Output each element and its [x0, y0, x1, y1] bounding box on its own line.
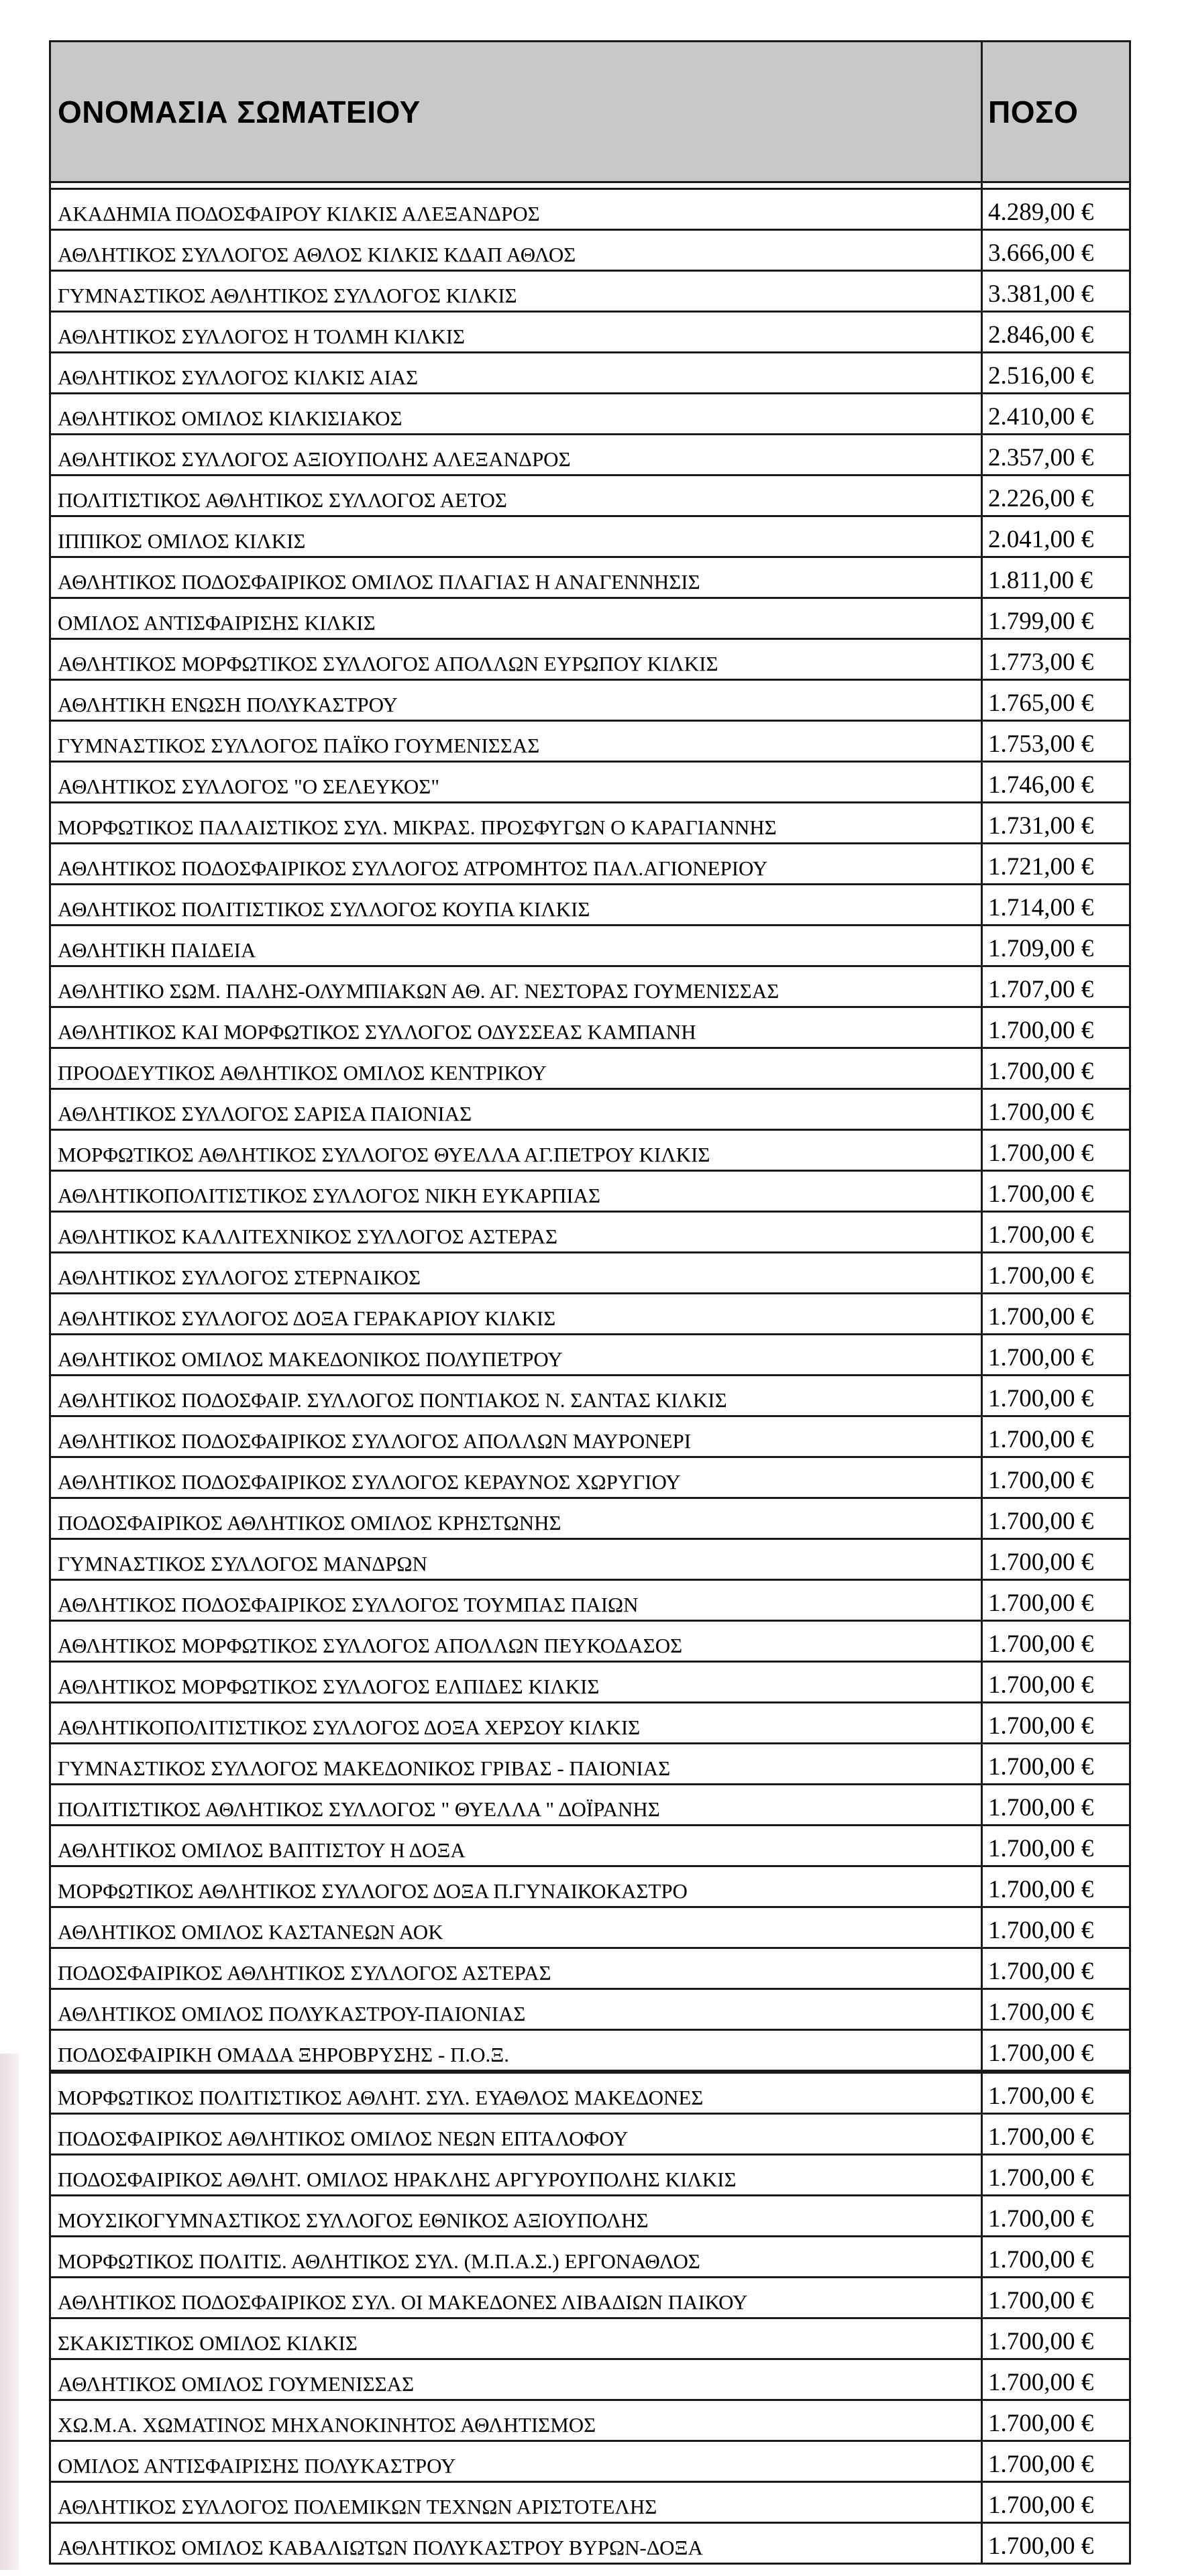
association-name-cell: ΓΥΜΝΑΣΤΙΚΟΣ ΣΥΛΛΟΓΟΣ ΜΑΝΔΡΩΝ — [50, 1539, 982, 1580]
association-name-cell: ΑΘΛΗΤΙΚΟΣ ΟΜΙΛΟΣ ΠΟΛΥΚΑΣΤΡΟΥ-ΠΑΙΟΝΙΑΣ — [50, 1989, 982, 2030]
amount-cell: 2.226,00 € — [982, 475, 1130, 516]
table-row — [50, 1907, 1130, 1948]
association-name-cell: ΑΘΛΗΤΙΚΟΣ ΣΥΛΛΟΓΟΣ ΣΤΕΡΝΑΙΚΟΣ — [50, 1253, 982, 1294]
association-name-cell: ΠΟΔΟΣΦΑΙΡΙΚΟΣ ΑΘΛΗΤΙΚΟΣ ΟΜΙΛΟΣ ΚΡΗΣΤΩΝΗΣ — [50, 1498, 982, 1539]
header-amount: ΠΟΣΟ — [982, 42, 1130, 182]
amount-cell: 1.700,00 € — [982, 1539, 1130, 1580]
association-name-cell: ΑΘΛΗΤΙΚΟΣ ΣΥΛΛΟΓΟΣ "Ο ΣΕΛΕΥΚΟΣ" — [50, 762, 982, 803]
table-row — [50, 2196, 1130, 2237]
table-row — [50, 1130, 1130, 1171]
table-body — [50, 182, 1130, 2564]
table-row — [50, 394, 1130, 435]
table-row — [50, 1744, 1130, 1785]
associations-amounts-table — [49, 40, 1131, 2565]
amount-cell: 1.700,00 € — [982, 2359, 1130, 2400]
amount-cell: 1.700,00 € — [982, 2523, 1130, 2564]
association-name-cell: ΑΘΛΗΤΙΚΟΣ ΣΥΛΛΟΓΟΣ ΑΞΙΟΥΠΟΛΗΣ ΑΛΕΞΑΝΔΡΟΣ — [50, 435, 982, 475]
table-row — [50, 2482, 1130, 2523]
association-name-cell: ΟΜΙΛΟΣ ΑΝΤΙΣΦΑΙΡΙΣΗΣ ΠΟΛΥΚΑΣΤΡΟΥ — [50, 2441, 982, 2482]
association-name-cell: ΑΘΛΗΤΙΚΟΣ ΣΥΛΛΟΓΟΣ ΔΟΞΑ ΓΕΡΑΚΑΡΙΟΥ ΚΙΛΚΙΣ — [50, 1294, 982, 1335]
table-row — [50, 1253, 1130, 1294]
association-name-cell: ΑΘΛΗΤΙΚΟΣ ΟΜΙΛΟΣ ΜΑΚΕΔΟΝΙΚΟΣ ΠΟΛΥΠΕΤΡΟΥ — [50, 1335, 982, 1376]
table-row — [50, 966, 1130, 1007]
amount-cell: 1.811,00 € — [982, 557, 1130, 598]
table-row — [50, 1662, 1130, 1703]
amount-cell: 1.700,00 € — [982, 1212, 1130, 1253]
header-spacer-row — [50, 182, 1130, 189]
table-header-row — [50, 42, 1130, 182]
amount-cell: 1.700,00 € — [982, 1253, 1130, 1294]
amount-cell: 1.700,00 € — [982, 1662, 1130, 1703]
table-row — [50, 1621, 1130, 1662]
table-row — [50, 312, 1130, 353]
amount-cell: 1.700,00 € — [982, 1294, 1130, 1335]
table-row — [50, 1294, 1130, 1335]
association-name-cell: ΜΟΡΦΩΤΙΚΟΣ ΑΘΛΗΤΙΚΟΣ ΣΥΛΛΟΓΟΣ ΘΥΕΛΛΑ ΑΓ.ΠΕΤΡΟΥ ΚΙΛΚΙΣ — [50, 1130, 982, 1171]
amount-cell: 2.410,00 € — [982, 394, 1130, 435]
amount-cell: 3.381,00 € — [982, 271, 1130, 312]
table-row — [50, 1457, 1130, 1498]
association-name-cell: ΑΘΛΗΤΙΚΟΣ ΠΟΔΟΣΦΑΙΡΙΚΟΣ ΣΥΛ. ΟΙ ΜΑΚΕΔΟΝΕΣ ΛΙΒΑΔΙΩΝ ΠΑΙΚΟΥ — [50, 2278, 982, 2318]
amount-cell: 1.700,00 € — [982, 1130, 1130, 1171]
table-row — [50, 639, 1130, 680]
association-name-cell: ΑΘΛΗΤΙΚΟΣ ΟΜΙΛΟΣ ΒΑΠΤΙΣΤΟΥ Η ΔΟΞΑ — [50, 1826, 982, 1866]
association-name-cell: ΓΥΜΝΑΣΤΙΚΟΣ ΣΥΛΛΟΓΟΣ ΜΑΚΕΔΟΝΙΚΟΣ ΓΡΙΒΑΣ - ΠΑΙΟΝΙΑΣ — [50, 1744, 982, 1785]
table-row — [50, 1703, 1130, 1744]
association-name-cell: ΣΚΑΚΙΣΤΙΚΟΣ ΟΜΙΛΟΣ ΚΙΛΚΙΣ — [50, 2318, 982, 2359]
table-row — [50, 1048, 1130, 1089]
table-row — [50, 2030, 1130, 2072]
association-name-cell: ΑΚΑΔΗΜΙΑ ΠΟΔΟΣΦΑΙΡΟΥ ΚΙΛΚΙΣ ΑΛΕΞΑΝΔΡΟΣ — [50, 189, 982, 230]
table-row — [50, 271, 1130, 312]
amount-cell: 1.707,00 € — [982, 966, 1130, 1007]
amount-cell: 1.731,00 € — [982, 803, 1130, 844]
association-name-cell: ΓΥΜΝΑΣΤΙΚΟΣ ΑΘΛΗΤΙΚΟΣ ΣΥΛΛΟΓΟΣ ΚΙΛΚΙΣ — [50, 271, 982, 312]
association-name-cell: ΧΩ.Μ.Α. ΧΩΜΑΤΙΝΟΣ ΜΗΧΑΝΟΚΙΝΗΤΟΣ ΑΘΛΗΤΙΣΜΟΣ — [50, 2400, 982, 2441]
table-row — [50, 2155, 1130, 2196]
table-row — [50, 2400, 1130, 2441]
table-row — [50, 353, 1130, 394]
amount-cell: 1.700,00 € — [982, 2072, 1130, 2114]
amount-cell: 1.700,00 € — [982, 1580, 1130, 1621]
table-row — [50, 598, 1130, 639]
association-name-cell: ΑΘΛΗΤΙΚΟΣ ΜΟΡΦΩΤΙΚΟΣ ΣΥΛΛΟΓΟΣ ΕΛΠΙΔΕΣ ΚΙΛΚΙΣ — [50, 1662, 982, 1703]
table-row — [50, 1335, 1130, 1376]
amount-cell: 1.700,00 € — [982, 1171, 1130, 1212]
table-row — [50, 1580, 1130, 1621]
table-row — [50, 1866, 1130, 1907]
table-row — [50, 2237, 1130, 2278]
table-row — [50, 680, 1130, 721]
table-row — [50, 557, 1130, 598]
association-name-cell: ΑΘΛΗΤΙΚΟΣ ΠΟΔΟΣΦΑΙΡΙΚΟΣ ΣΥΛΛΟΓΟΣ ΤΟΥΜΠΑΣ ΠΑΙΩΝ — [50, 1580, 982, 1621]
table-row — [50, 2359, 1130, 2400]
amount-cell: 1.700,00 € — [982, 2482, 1130, 2523]
amount-cell: 1.700,00 € — [982, 2400, 1130, 2441]
table-row — [50, 1826, 1130, 1866]
association-name-cell: ΠΟΛΙΤΙΣΤΙΚΟΣ ΑΘΛΗΤΙΚΟΣ ΣΥΛΛΟΓΟΣ ΑΕΤΟΣ — [50, 475, 982, 516]
association-name-cell: ΑΘΛΗΤΙΚΟΣ ΜΟΡΦΩΤΙΚΟΣ ΣΥΛΛΟΓΟΣ ΑΠΟΛΛΩΝ ΕΥΡΩΠΟΥ ΚΙΛΚΙΣ — [50, 639, 982, 680]
table-row — [50, 475, 1130, 516]
header-association-name: ΟΝΟΜΑΣΙΑ ΣΩΜΑΤΕΙΟΥ — [50, 42, 982, 182]
table-row — [50, 803, 1130, 844]
amount-cell: 1.700,00 € — [982, 1089, 1130, 1130]
table-row — [50, 762, 1130, 803]
association-name-cell: ΜΟΡΦΩΤΙΚΟΣ ΠΟΛΙΤΙΣ. ΑΘΛΗΤΙΚΟΣ ΣΥΛ. (Μ.Π.Α.Σ.) ΕΡΓΟΝΑΘΛΟΣ — [50, 2237, 982, 2278]
association-name-cell: ΑΘΛΗΤΙΚΟΣ ΣΥΛΛΟΓΟΣ ΑΘΛΟΣ ΚΙΛΚΙΣ ΚΔΑΠ ΑΘΛΟΣ — [50, 230, 982, 271]
amount-cell: 1.700,00 € — [982, 1989, 1130, 2030]
amount-cell: 1.700,00 € — [982, 2196, 1130, 2237]
table-row — [50, 721, 1130, 762]
amount-cell: 1.700,00 € — [982, 2318, 1130, 2359]
association-name-cell: ΑΘΛΗΤΙΚΟΠΟΛΙΤΙΣΤΙΚΟΣ ΣΥΛΛΟΓΟΣ ΔΟΞΑ ΧΕΡΣΟΥ ΚΙΛΚΙΣ — [50, 1703, 982, 1744]
association-name-cell: ΑΘΛΗΤΙΚΟΣ ΟΜΙΛΟΣ ΚΑΒΑΛΙΩΤΩΝ ΠΟΛΥΚΑΣΤΡΟΥ ΒΥΡΩΝ-ΔΟΞΑ — [50, 2523, 982, 2564]
table-row — [50, 844, 1130, 885]
table-row — [50, 230, 1130, 271]
amount-cell: 1.765,00 € — [982, 680, 1130, 721]
association-name-cell: ΑΘΛΗΤΙΚΟΣ ΜΟΡΦΩΤΙΚΟΣ ΣΥΛΛΟΓΟΣ ΑΠΟΛΛΩΝ ΠΕΥΚΟΔΑΣΟΣ — [50, 1621, 982, 1662]
association-name-cell: ΠΟΔΟΣΦΑΙΡΙΚΗ ΟΜΑΔΑ ΞΗΡΟΒΡΥΣΗΣ - Π.Ο.Ξ. — [50, 2030, 982, 2072]
amount-cell: 4.289,00 € — [982, 189, 1130, 230]
amount-cell: 1.700,00 € — [982, 2278, 1130, 2318]
amount-cell: 1.753,00 € — [982, 721, 1130, 762]
association-name-cell: ΠΟΔΟΣΦΑΙΡΙΚΟΣ ΑΘΛΗΤΙΚΟΣ ΟΜΙΛΟΣ ΝΕΩΝ ΕΠΤΑΛΟΦΟΥ — [50, 2114, 982, 2155]
amount-cell: 1.700,00 € — [982, 1335, 1130, 1376]
amount-cell: 1.721,00 € — [982, 844, 1130, 885]
table-row — [50, 1171, 1130, 1212]
amount-cell: 1.700,00 € — [982, 1948, 1130, 1989]
association-name-cell: ΑΘΛΗΤΙΚΟΣ ΚΑΛΛΙΤΕΧΝΙΚΟΣ ΣΥΛΛΟΓΟΣ ΑΣΤΕΡΑΣ — [50, 1212, 982, 1253]
association-name-cell: ΑΘΛΗΤΙΚΟΣ ΣΥΛΛΟΓΟΣ ΠΟΛΕΜΙΚΩΝ ΤΕΧΝΩΝ ΑΡΙΣΤΟΤΕΛΗΣ — [50, 2482, 982, 2523]
table-row — [50, 2278, 1130, 2318]
amount-cell: 3.666,00 € — [982, 230, 1130, 271]
association-name-cell: ΑΘΛΗΤΙΚΟΣ ΠΟΔΟΣΦΑΙΡ. ΣΥΛΛΟΓΟΣ ΠΟΝΤΙΑΚΟΣ Ν. ΣΑΝΤΑΣ ΚΙΛΚΙΣ — [50, 1376, 982, 1416]
table-row — [50, 435, 1130, 475]
association-name-cell: ΑΘΛΗΤΙΚΟΣ ΠΟΛΙΤΙΣΤΙΚΟΣ ΣΥΛΛΟΓΟΣ ΚΟΥΠΑ ΚΙΛΚΙΣ — [50, 885, 982, 926]
table-row — [50, 926, 1130, 966]
spacer-cell-name — [50, 182, 982, 189]
amount-cell: 1.714,00 € — [982, 885, 1130, 926]
amount-cell: 2.846,00 € — [982, 312, 1130, 353]
association-name-cell: ΑΘΛΗΤΙΚΟ ΣΩΜ. ΠΑΛΗΣ-ΟΛΥΜΠΙΑΚΩΝ ΑΘ. ΑΓ. ΝΕΣΤΟΡΑΣ ΓΟΥΜΕΝΙΣΣΑΣ — [50, 966, 982, 1007]
association-name-cell: ΠΟΔΟΣΦΑΙΡΙΚΟΣ ΑΘΛΗΤΙΚΟΣ ΣΥΛΛΟΓΟΣ ΑΣΤΕΡΑΣ — [50, 1948, 982, 1989]
association-name-cell: ΙΠΠΙΚΟΣ ΟΜΙΛΟΣ ΚΙΛΚΙΣ — [50, 516, 982, 557]
table-row — [50, 1376, 1130, 1416]
amount-cell: 2.041,00 € — [982, 516, 1130, 557]
association-name-cell: ΑΘΛΗΤΙΚΟΣ ΠΟΔΟΣΦΑΙΡΙΚΟΣ ΣΥΛΛΟΓΟΣ ΑΠΟΛΛΩΝ ΜΑΥΡΟΝΕΡΙ — [50, 1416, 982, 1457]
association-name-cell: ΑΘΛΗΤΙΚΗ ΕΝΩΣΗ ΠΟΛΥΚΑΣΤΡΟΥ — [50, 680, 982, 721]
amount-cell: 1.709,00 € — [982, 926, 1130, 966]
table-row — [50, 2072, 1130, 2114]
association-name-cell: ΜΟΥΣΙΚΟΓΥΜΝΑΣΤΙΚΟΣ ΣΥΛΛΟΓΟΣ ΕΘΝΙΚΟΣ ΑΞΙΟΥΠΟΛΗΣ — [50, 2196, 982, 2237]
amount-cell: 1.700,00 € — [982, 1007, 1130, 1048]
amount-cell: 1.700,00 € — [982, 2114, 1130, 2155]
amount-cell: 1.773,00 € — [982, 639, 1130, 680]
table-row — [50, 1539, 1130, 1580]
amount-cell: 1.700,00 € — [982, 1621, 1130, 1662]
table-row — [50, 1089, 1130, 1130]
association-name-cell: ΑΘΛΗΤΙΚΟΣ ΠΟΔΟΣΦΑΙΡΙΚΟΣ ΣΥΛΛΟΓΟΣ ΚΕΡΑΥΝΟΣ ΧΩΡΥΓΙΟΥ — [50, 1457, 982, 1498]
association-name-cell: ΑΘΛΗΤΙΚΟΣ ΟΜΙΛΟΣ ΚΙΛΚΙΣΙΑΚΟΣ — [50, 394, 982, 435]
amount-cell: 1.700,00 € — [982, 1416, 1130, 1457]
association-name-cell: ΜΟΡΦΩΤΙΚΟΣ ΠΟΛΙΤΙΣΤΙΚΟΣ ΑΘΛΗΤ. ΣΥΛ. ΕΥΑΘΛΟΣ ΜΑΚΕΔΟΝΕΣ — [50, 2072, 982, 2114]
association-name-cell: ΑΘΛΗΤΙΚΟΣ ΚΑΙ ΜΟΡΦΩΤΙΚΟΣ ΣΥΛΛΟΓΟΣ ΟΔΥΣΣΕΑΣ ΚΑΜΠΑΝΗ — [50, 1007, 982, 1048]
table-row — [50, 516, 1130, 557]
association-name-cell: ΑΘΛΗΤΙΚΟΣ ΣΥΛΛΟΓΟΣ ΣΑΡΙΣΑ ΠΑΙΟΝΙΑΣ — [50, 1089, 982, 1130]
association-name-cell: ΠΡΟΟΔΕΥΤΙΚΟΣ ΑΘΛΗΤΙΚΟΣ ΟΜΙΛΟΣ ΚΕΝΤΡΙΚΟΥ — [50, 1048, 982, 1089]
association-name-cell: ΑΘΛΗΤΙΚΟΣ ΠΟΔΟΣΦΑΙΡΙΚΟΣ ΣΥΛΛΟΓΟΣ ΑΤΡΟΜΗΤΟΣ ΠΑΛ.ΑΓΙΟΝΕΡΙΟΥ — [50, 844, 982, 885]
association-name-cell: ΑΘΛΗΤΙΚΗ ΠΑΙΔΕΙΑ — [50, 926, 982, 966]
amount-cell: 1.700,00 € — [982, 1744, 1130, 1785]
association-name-cell: ΠΟΛΙΤΙΣΤΙΚΟΣ ΑΘΛΗΤΙΚΟΣ ΣΥΛΛΟΓΟΣ " ΘΥΕΛΛΑ " ΔΟΪΡΑΝΗΣ — [50, 1785, 982, 1826]
association-name-cell: ΟΜΙΛΟΣ ΑΝΤΙΣΦΑΙΡΙΣΗΣ ΚΙΛΚΙΣ — [50, 598, 982, 639]
association-name-cell: ΑΘΛΗΤΙΚΟΣ ΣΥΛΛΟΓΟΣ ΚΙΛΚΙΣ ΑΙΑΣ — [50, 353, 982, 394]
spacer-cell-amount — [982, 182, 1130, 189]
table-row — [50, 2318, 1130, 2359]
amount-cell: 1.700,00 € — [982, 2030, 1130, 2072]
table-row — [50, 885, 1130, 926]
amount-cell: 1.799,00 € — [982, 598, 1130, 639]
association-name-cell: ΜΟΡΦΩΤΙΚΟΣ ΠΑΛΑΙΣΤΙΚΟΣ ΣΥΛ. ΜΙΚΡΑΣ. ΠΡΟΣΦΥΓΩΝ Ο ΚΑΡΑΓΙΑΝΝΗΣ — [50, 803, 982, 844]
amount-cell: 1.700,00 € — [982, 2441, 1130, 2482]
association-name-cell: ΠΟΔΟΣΦΑΙΡΙΚΟΣ ΑΘΛΗΤ. ΟΜΙΛΟΣ ΗΡΑΚΛΗΣ ΑΡΓΥΡΟΥΠΟΛΗΣ ΚΙΛΚΙΣ — [50, 2155, 982, 2196]
association-name-cell: ΑΘΛΗΤΙΚΟΠΟΛΙΤΙΣΤΙΚΟΣ ΣΥΛΛΟΓΟΣ ΝΙΚΗ ΕΥΚΑΡΠΙΑΣ — [50, 1171, 982, 1212]
table-row — [50, 1416, 1130, 1457]
amount-cell: 1.700,00 € — [982, 1048, 1130, 1089]
table-row — [50, 1212, 1130, 1253]
amount-cell: 2.357,00 € — [982, 435, 1130, 475]
table-row — [50, 1785, 1130, 1826]
association-name-cell: ΑΘΛΗΤΙΚΟΣ ΟΜΙΛΟΣ ΓΟΥΜΕΝΙΣΣΑΣ — [50, 2359, 982, 2400]
amount-cell: 1.700,00 € — [982, 1907, 1130, 1948]
amount-cell: 1.700,00 € — [982, 1785, 1130, 1826]
amount-cell: 1.700,00 € — [982, 2155, 1130, 2196]
table-row — [50, 1948, 1130, 1989]
amount-cell: 1.700,00 € — [982, 1457, 1130, 1498]
association-name-cell: ΜΟΡΦΩΤΙΚΟΣ ΑΘΛΗΤΙΚΟΣ ΣΥΛΛΟΓΟΣ ΔΟΞΑ Π.ΓΥΝΑΙΚΟΚΑΣΤΡΟ — [50, 1866, 982, 1907]
association-name-cell: ΓΥΜΝΑΣΤΙΚΟΣ ΣΥΛΛΟΓΟΣ ΠΑΪΚΟ ΓΟΥΜΕΝΙΣΣΑΣ — [50, 721, 982, 762]
amount-cell: 2.516,00 € — [982, 353, 1130, 394]
amount-cell: 1.700,00 € — [982, 1826, 1130, 1866]
table-row — [50, 189, 1130, 230]
association-name-cell: ΑΘΛΗΤΙΚΟΣ ΣΥΛΛΟΓΟΣ Η ΤΟΛΜΗ ΚΙΛΚΙΣ — [50, 312, 982, 353]
table-row — [50, 1007, 1130, 1048]
page-edge-shading — [0, 2054, 19, 2570]
table-row — [50, 1498, 1130, 1539]
amount-cell: 1.746,00 € — [982, 762, 1130, 803]
association-name-cell: ΑΘΛΗΤΙΚΟΣ ΟΜΙΛΟΣ ΚΑΣΤΑΝΕΩΝ ΑΟΚ — [50, 1907, 982, 1948]
table-row — [50, 2114, 1130, 2155]
table-row — [50, 2441, 1130, 2482]
amount-cell: 1.700,00 € — [982, 1498, 1130, 1539]
amount-cell: 1.700,00 € — [982, 1703, 1130, 1744]
amount-cell: 1.700,00 € — [982, 2237, 1130, 2278]
amount-cell: 1.700,00 € — [982, 1376, 1130, 1416]
amount-cell: 1.700,00 € — [982, 1866, 1130, 1907]
table-row — [50, 1989, 1130, 2030]
table-row — [50, 2523, 1130, 2564]
association-name-cell: ΑΘΛΗΤΙΚΟΣ ΠΟΔΟΣΦΑΙΡΙΚΟΣ ΟΜΙΛΟΣ ΠΛΑΓΙΑΣ Η ΑΝΑΓΕΝΝΗΣΙΣ — [50, 557, 982, 598]
